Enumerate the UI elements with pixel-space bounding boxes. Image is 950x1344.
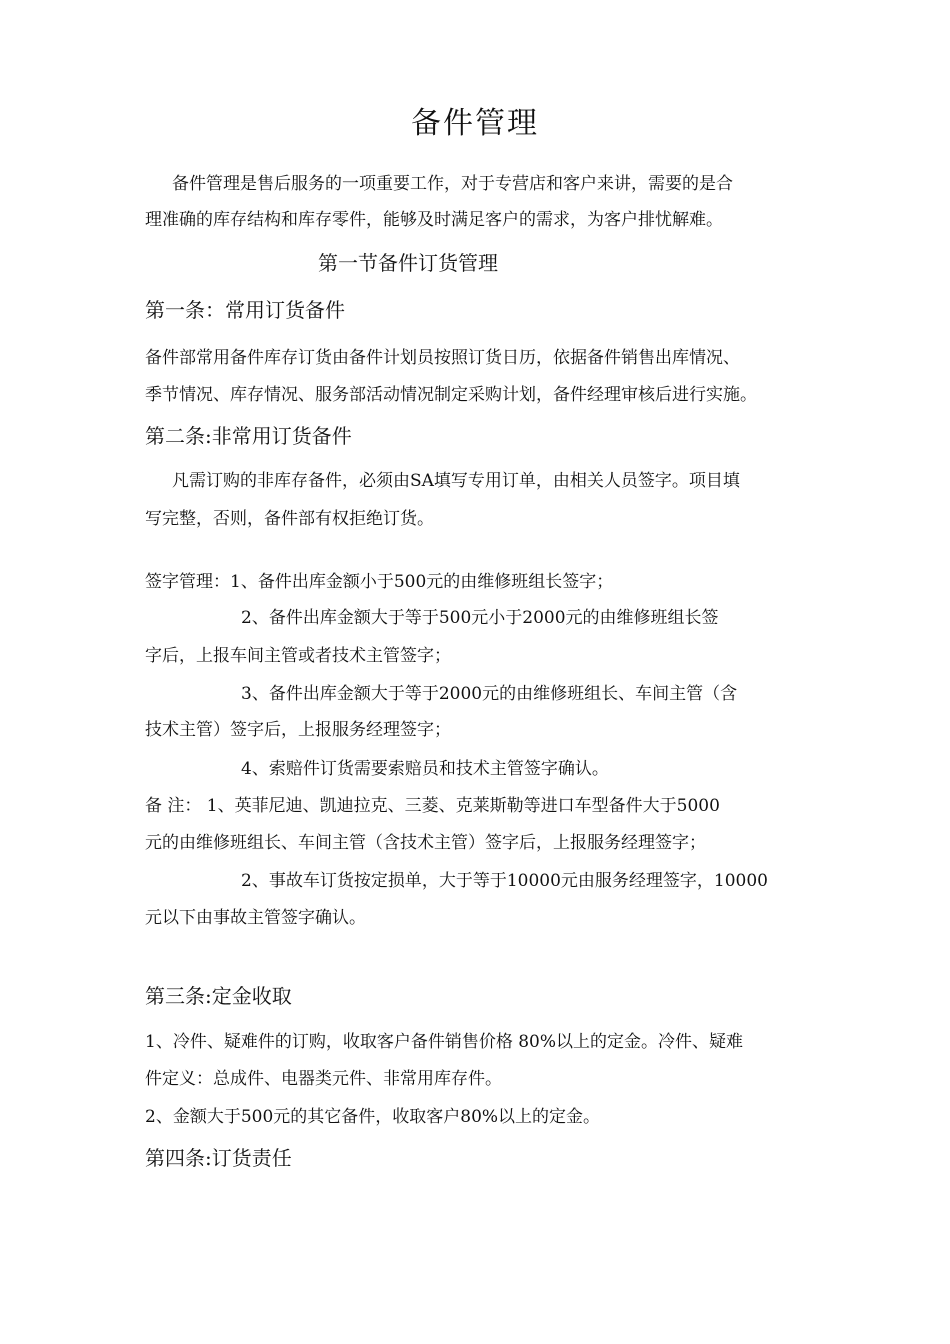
article-3-heading: 第三条:定金收取 [145, 984, 292, 1008]
article-3-line-3: 2、金额大于500元的其它备件，收取客户80%以上的定金。 [145, 1107, 601, 1127]
article-2-heading: 第二条:非常用订货备件 [145, 424, 352, 448]
note-line-1: 备 注： 1、英菲尼迪、凯迪拉克、三菱、克莱斯勒等进口车型备件大于5000 [145, 796, 720, 816]
intro-line-2: 理准确的库存结构和库存零件，能够及时满足客户的需求，为客户排忧解难。 [145, 210, 723, 230]
note-line-3: 2、事故车订货按定损单，大于等于10000元由服务经理签字，10000 [241, 871, 768, 891]
sign-rule-3-cont: 技术主管）签字后，上报服务经理签字； [145, 720, 451, 740]
sign-rule-3: 3、备件出库金额大于等于2000元的由维修班组长、车间主管（含 [241, 684, 738, 704]
note-line-4: 元以下由事故主管签字确认。 [145, 908, 366, 928]
sign-rule-2: 2、备件出库金额大于等于500元小于2000元的由维修班组长签 [241, 608, 719, 628]
article-2-para-line-1: 凡需订购的非库存备件，必须由SA填写专用订单，由相关人员签字。项目填 [172, 471, 740, 491]
article-4-heading: 第四条:订货责任 [145, 1146, 292, 1170]
section-title: 第一节备件订货管理 [318, 251, 498, 275]
article-1-heading: 第一条：常用订货备件 [145, 298, 345, 322]
note-line-2: 元的由维修班组长、车间主管（含技术主管）签字后，上报服务经理签字； [145, 833, 706, 853]
article-3-line-2: 件定义：总成件、电器类元件、非常用库存件。 [145, 1069, 502, 1089]
sign-rule-4: 4、索赔件订货需要索赔员和技术主管签字确认。 [241, 759, 609, 779]
article-1-line-2: 季节情况、库存情况、服务部活动情况制定采购计划，备件经理审核后进行实施。 [145, 385, 757, 405]
article-2-para-line-2: 写完整，否则，备件部有权拒绝订货。 [145, 509, 434, 529]
document-title: 备件管理 [411, 106, 539, 141]
article-1-line-1: 备件部常用备件库存订货由备件计划员按照订货日历，依据备件销售出库情况、 [145, 348, 740, 368]
intro-line-1: 备件管理是售后服务的一项重要工作，对于专营店和客户来讲，需要的是合 [172, 174, 733, 194]
article-3-line-1: 1、冷件、疑难件的订购，收取客户备件销售价格 80%以上的定金。冷件、疑难 [145, 1032, 744, 1052]
sign-rule-2-cont: 字后，上报车间主管或者技术主管签字； [145, 646, 451, 666]
sign-rule-1: 签字管理：1、备件出库金额小于500元的由维修班组长签字； [145, 572, 614, 592]
